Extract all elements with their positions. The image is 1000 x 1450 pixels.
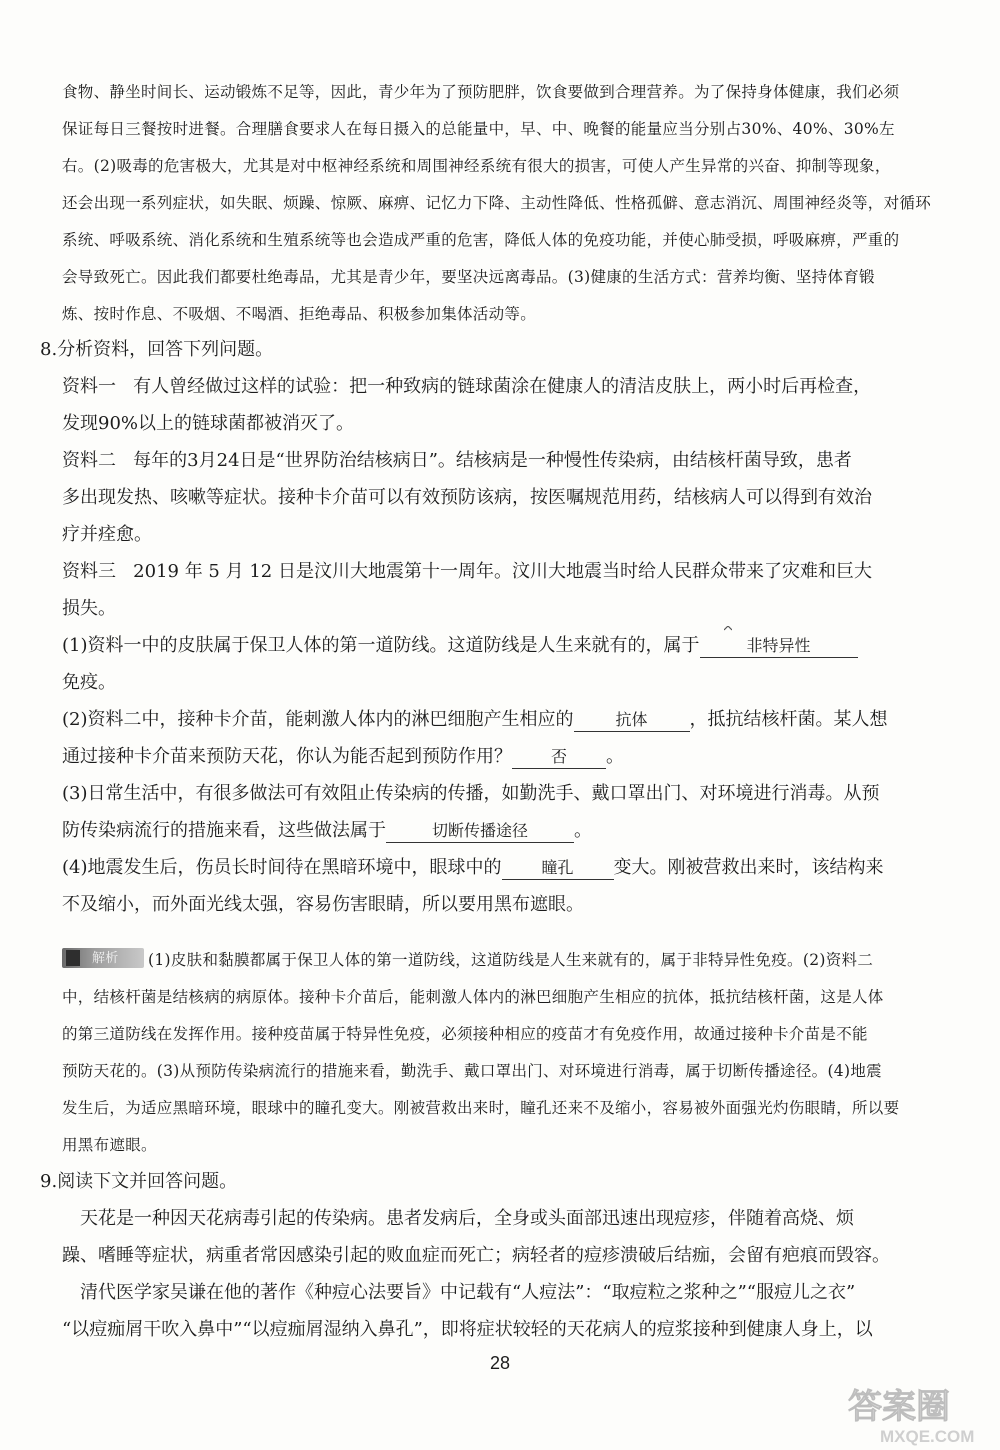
sub-question-4 — [62, 849, 948, 886]
material-label: 资料一 — [62, 376, 116, 397]
passage-line: “以痘痂屑干吹入鼻中”“以痘痂屑湿纳入鼻孔”，即将症状较轻的天花病人的痘浆接种到健康人身上，以 — [62, 1319, 873, 1340]
analysis-line: 右。(2)吸毒的危害极大，尤其是对中枢神经系统和周围神经系统有很大的损害，可使人产生异常的兴奋、抑制等现象， — [62, 157, 891, 175]
svg-text:MXQE.COM: MXQE.COM — [880, 1427, 975, 1446]
analysis-badge-icon — [62, 948, 144, 968]
analysis-line: 的第三道防线在发挥作用。接种疫苗属于特异性免疫，必须接种相应的疫苗才有免疫作用，故通过接种卡介苗是不能 — [62, 1025, 868, 1043]
analysis-line: 发生后，为适应黑暗环境，眼球中的瞳孔变大。刚被营救出来时，瞳孔还来不及缩小，容易被外面强光灼伤眼睛，所以要 — [62, 1099, 900, 1117]
material-text: 有人曾经做过这样的试验：把一种致病的链球菌涂在健康人的清洁皮肤上，两小时后再检查， — [133, 376, 872, 397]
analysis-line: 还会出现一系列症状，如失眠、烦躁、惊厥、麻痹、记忆力下降、主动性降低、性格孤僻、意志消沉、周围神经炎等，对循环 — [62, 194, 932, 212]
material-text: 每年的3月24日是“世界防治结核病日”。结核病是一种慢性传染病，由结核杆菌导致，患者 — [133, 450, 852, 471]
material-3 — [62, 553, 948, 590]
material-1 — [62, 368, 948, 405]
answer-blank: 非特异性 — [700, 635, 858, 658]
answer-blank: 瞳孔 — [502, 857, 614, 880]
analysis-line: (1)皮肤和黏膜都属于保卫人体的第一道防线，这道防线是人生来就有的，属于非特异性免疫。(2)资料二 — [148, 951, 874, 969]
analysis-question-8 — [62, 942, 942, 1164]
sub-question-3: (3)日常生活中，有很多做法可有效阻止传染病的传播，如勤洗手、戴口罩出门、对环境进行消毒。从预 — [62, 783, 880, 804]
analysis-line: 预防天花的。(3)从预防传染病流行的措施来看，勤洗手、戴口罩出门、对环境进行消毒，属于切断传播途径。(4)地震 — [62, 1062, 882, 1080]
answer-blank: 抗体 — [574, 709, 690, 732]
passage-line: 躁、嗜睡等症状，病重者常因感染引起的败血症而死亡；病轻者的痘疹溃破后结痂，会留有疤痕而毁容。 — [62, 1245, 890, 1266]
analysis-continuation — [62, 74, 942, 333]
sub-question-text: 通过接种卡介苗来预防天花，你认为能否起到预防作用？ — [62, 746, 512, 767]
material-text: 多出现发热、咳嗽等症状。接种卡介苗可以有效预防该病，按医嘱规范用药，结核病人可以得到有效治 — [62, 487, 872, 508]
stray-mark — [724, 626, 732, 631]
question-number: 9. — [40, 1171, 58, 1192]
analysis-first-line — [62, 942, 942, 979]
material-text: 2019 年 5 月 12 日是汶川大地震第十一周年。汶川大地震当时给人民群众带来了灾难和巨大 — [133, 561, 872, 582]
material-text: 疗并痊愈。 — [62, 524, 152, 545]
material-2 — [62, 442, 948, 479]
material-label: 资料三 — [62, 561, 116, 582]
question-prompt: 阅读下文并回答问题。 — [57, 1171, 238, 1192]
analysis-line: 炼、按时作息、不吸烟、不喝酒、拒绝毒品、积极参加集体活动等。 — [62, 305, 537, 323]
analysis-line: 保证每日三餐按时进餐。合理膳食要求人在每日摄入的总能量中，早、中、晚餐的能量应当分别占30%、40%、30%左 — [62, 120, 895, 138]
sub-question-text: 。 — [574, 820, 592, 841]
sub-question-text: 变大。刚被营救出来时，该结构来 — [613, 857, 884, 878]
sub-question-2-cont — [62, 738, 948, 775]
sub-question-text: 不及缩小，而外面光线太强，容易伤害眼睛，所以要用黑布遮眼。 — [62, 894, 584, 915]
sub-question-2 — [62, 701, 948, 738]
sub-question-text: 。 — [606, 746, 624, 767]
material-text: 发现90%以上的链球菌都被消灭了。 — [62, 413, 355, 434]
material-text: 损失。 — [62, 598, 116, 619]
question-number: 8. — [40, 339, 58, 360]
watermark-logo — [842, 1378, 992, 1448]
passage-line: 天花是一种因天花病毒引起的传染病。患者发病后，全身或头面部迅速出现痘疹，伴随着高烧、烦 — [80, 1208, 854, 1229]
analysis-line: 系统、呼吸系统、消化系统和生殖系统等也会造成严重的危害，降低人体的免疫功能，并使心肺受损，呼吸麻痹，严重的 — [62, 231, 900, 249]
question-prompt: 分析资料，回答下列问题。 — [57, 339, 274, 360]
sub-question-text: (4)地震发生后，伤员长时间待在黑暗环境中，眼球中的 — [62, 857, 502, 878]
question-8-header — [40, 331, 948, 368]
question-8 — [40, 331, 948, 923]
sub-question-text: ，抵抗结核杆菌。某人想 — [689, 709, 888, 730]
sub-question-text: (2)资料二中，接种卡介苗，能刺激人体内的淋巴细胞产生相应的 — [62, 709, 574, 730]
sub-question-text: 免疫。 — [62, 672, 116, 693]
material-label: 资料二 — [62, 450, 116, 471]
analysis-line: 用黑布遮眼。 — [62, 1136, 157, 1154]
analysis-badge-label: 解析 — [92, 951, 119, 966]
analysis-line: 食物、静坐时间长、运动锻炼不足等，因此，青少年为了预防肥胖，饮食要做到合理营养。为了保持身体健康，我们必须 — [62, 83, 900, 101]
sub-question-text: 防传染病流行的措施来看，这些做法属于 — [62, 820, 386, 841]
question-9 — [40, 1163, 948, 1348]
analysis-line: 会导致死亡。因此我们都要杜绝毒品，尤其是青少年，要坚决远离毒品。(3)健康的生活方式：营养均衡、坚持体育锻 — [62, 268, 875, 286]
answer-blank: 否 — [512, 746, 606, 769]
page-number: 28 — [489, 1353, 511, 1373]
svg-text:答案圈: 答案圈 — [848, 1387, 950, 1427]
sub-question-1 — [62, 627, 948, 664]
answer-blank: 切断传播途径 — [386, 820, 574, 843]
question-9-header — [40, 1163, 948, 1200]
analysis-line: 中，结核杆菌是结核病的病原体。接种卡介苗后，能刺激人体内的淋巴细胞产生相应的抗体，抵抗结核杆菌，这是人体 — [62, 988, 884, 1006]
sub-question-3-cont — [62, 812, 948, 849]
sub-question-text: (1)资料一中的皮肤属于保卫人体的第一道防线。这道防线是人生来就有的，属于 — [62, 635, 700, 656]
passage-line: 清代医学家吴谦在他的著作《种痘心法要旨》中记载有“人痘法”：“取痘粒之浆种之”“服痘儿之衣” — [80, 1282, 856, 1303]
